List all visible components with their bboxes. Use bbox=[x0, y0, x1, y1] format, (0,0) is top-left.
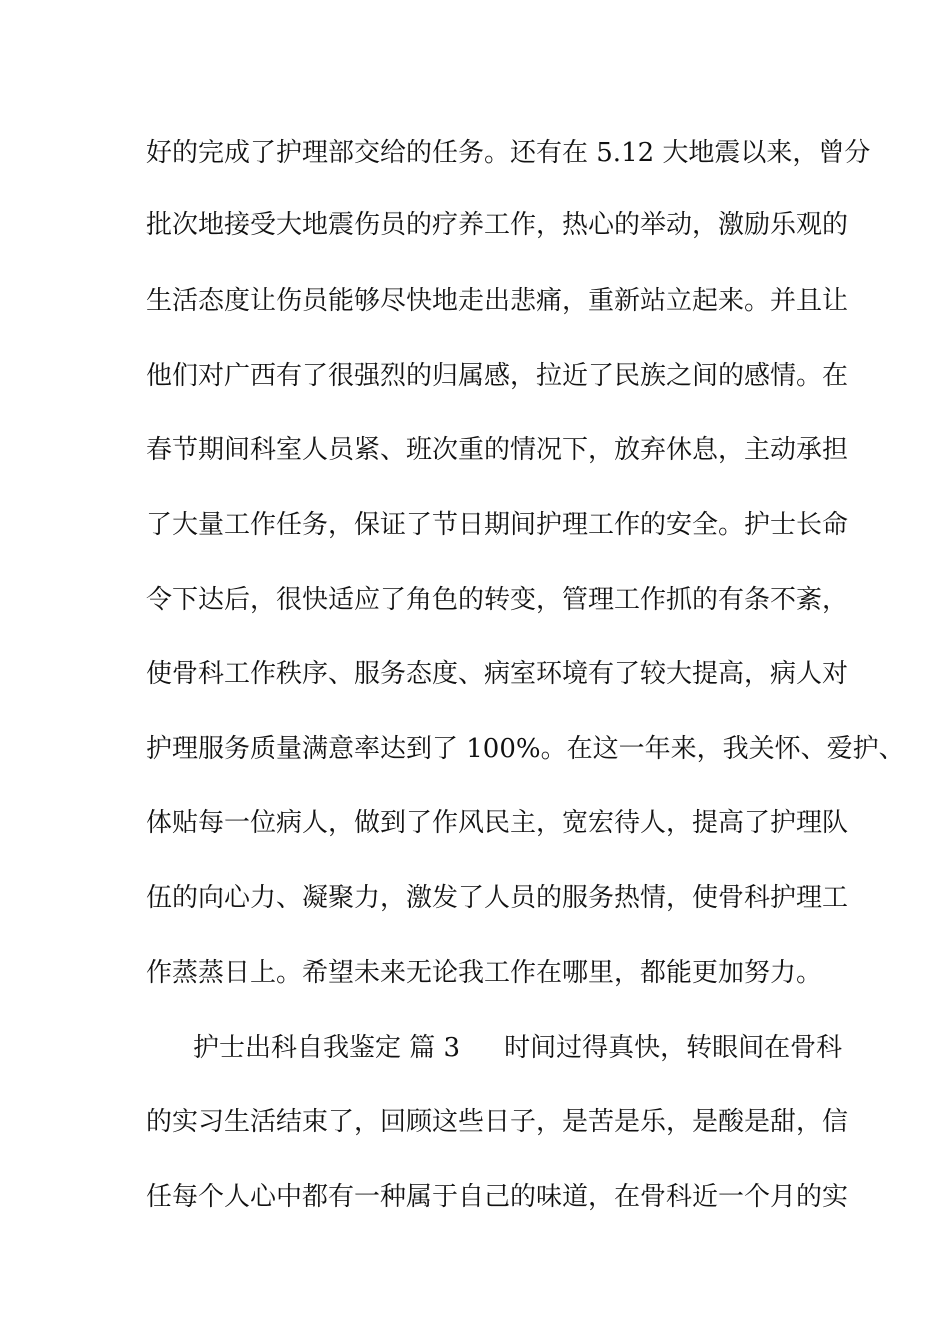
section-heading-line bbox=[193, 1028, 853, 1068]
text-line-12: 作蒸蒸日上。希望未来无论我工作在哪里，都能更加努力。 bbox=[146, 958, 823, 988]
text-line-1: 好的完成了护理部交给的任务。还有在 5.12 大地震以来，曾分 bbox=[146, 138, 871, 168]
section-first-line: 时间过得真快，转眼间在骨科 bbox=[504, 1033, 843, 1063]
text-line-5: 春节期间科室人员紧、班次重的情况下，放弃休息，主动承担 bbox=[146, 435, 849, 465]
text-line-4: 他们对广西有了很强烈的归属感，拉近了民族之间的感情。在 bbox=[146, 361, 849, 391]
text-line-8: 使骨科工作秩序、服务态度、病室环境有了较大提高，病人对 bbox=[146, 659, 849, 689]
section-line-1: 的实习生活结束了，回顾这些日子，是苦是乐，是酸是甜，信 bbox=[146, 1107, 849, 1137]
text-line-3: 生活态度让伤员能够尽快地走出悲痛，重新站立起来。并且让 bbox=[146, 286, 849, 316]
section-heading: 护士出科自我鉴定 篇 3 bbox=[193, 1033, 461, 1063]
text-line-6: 了大量工作任务，保证了节日期间护理工作的安全。护士长命 bbox=[146, 510, 849, 540]
text-line-11: 伍的向心力、凝聚力，激发了人员的服务热情，使骨科护理工 bbox=[146, 883, 849, 913]
text-line-7: 令下达后，很快适应了角色的转变，管理工作抓的有条不紊， bbox=[146, 585, 849, 615]
text-line-10: 体贴每一位病人，做到了作风民主，宽宏待人，提高了护理队 bbox=[146, 808, 849, 838]
text-line-9: 护理服务质量满意率达到了 100%。在这一年来，我关怀、爱护、 bbox=[146, 734, 905, 764]
section-line-2: 任每个人心中都有一种属于自己的味道，在骨科近一个月的实 bbox=[146, 1182, 849, 1212]
text-line-2: 批次地接受大地震伤员的疗养工作，热心的举动，激励乐观的 bbox=[146, 210, 849, 240]
